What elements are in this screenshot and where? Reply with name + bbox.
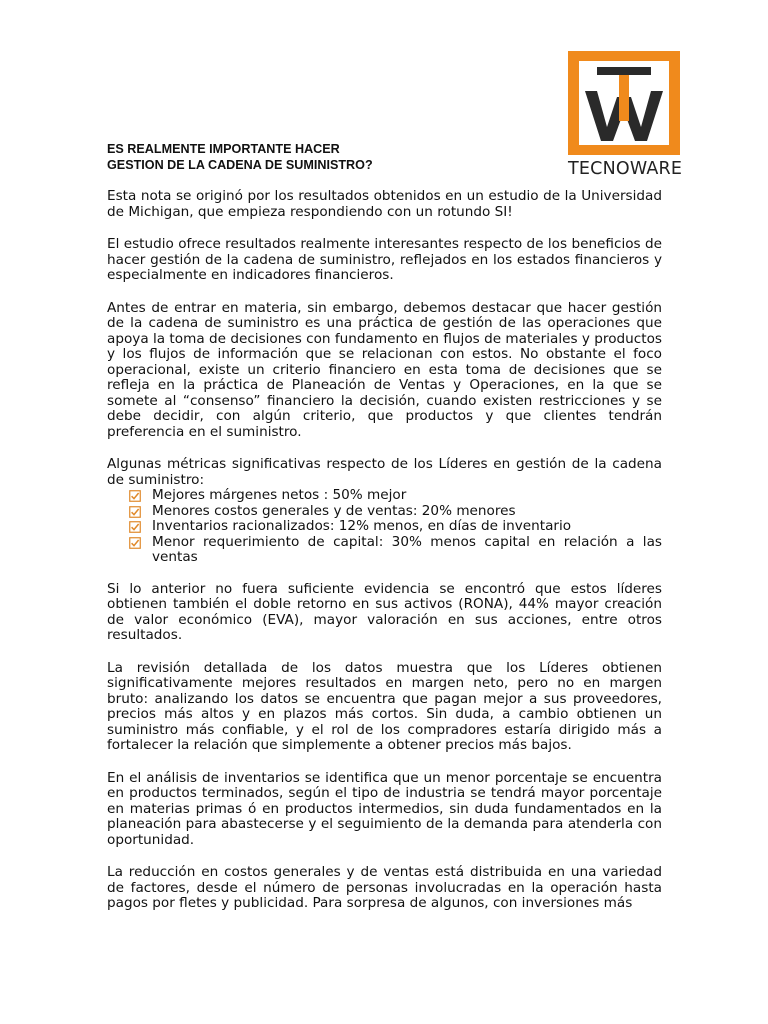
paragraph-context: Antes de entrar en materia, sin embargo, debemos destacar que hacer gestión de la cadena de suministro es una práctica de gestión de las operaciones que apoya la toma de decisiones con fundamento en flujos de materiales y productos y los flujos de información que se relacionan con estos. No obstante el foco operacional, existe un criterio financiero en esta toma de decisiones que se refleja en la práctica de Planeación de Ventas y Operaciones, en la que se somete al “consenso” financiero la decisión, cuando existen restricciones y se debe decidir, con algún criterio, que productos y que clientes tendrán preferencia en el suministro. xyxy=(107,299,662,440)
paragraph-evidence: Si lo anterior no fuera suficiente evidencia se encontró que estos líderes obtienen también el doble retorno en sus activos (RONA), 44% mayor creación de valor económico (EVA), mayor valoración en sus acciones, entre otros resultados. xyxy=(107,580,662,643)
paragraph-costs: La reducción en costos generales y de ventas está distribuida en una variedad de factores, desde el número de personas involucradas en la operación hasta pagos por fletes y publicidad. Para sorpresa de algunos, con inversiones más xyxy=(107,864,662,911)
list-item xyxy=(129,488,662,504)
checkbox-checked-icon xyxy=(129,537,141,549)
list-item xyxy=(129,504,662,520)
checkbox-checked-icon xyxy=(129,506,141,518)
paragraph-review: La revisión detallada de los datos muestra que los Líderes obtienen significativamente mejores resultados en margen neto, pero no en margen bruto: analizando los datos se encuentra que pagan mejor a sus proveedores, precios más altos y en plazos más cortos. Sin duda, a cambio obtienen un suministro más confiable, y el rol de los compradores estaría dirigido más a fortalecer la relación que simplemente a obtener precios más bajos. xyxy=(107,659,662,753)
logo-frame xyxy=(568,51,680,155)
metric-text: Inventarios racionalizados: 12% menos, en días de inventario xyxy=(152,518,572,534)
logo-wordmark: TECNOWARE xyxy=(568,159,683,179)
metric-text: Menores costos generales y de ventas: 20% menores xyxy=(152,502,516,519)
metric-text: Menor requerimiento de capital: 30% menos capital en relación a las ventas xyxy=(152,533,662,565)
list-item xyxy=(129,519,662,535)
logo-mark xyxy=(579,61,669,145)
tecnoware-logo xyxy=(568,51,683,183)
list-item xyxy=(129,535,662,566)
paragraph-intro: Esta nota se originó por los resultados obtenidos en un estudio de la Universidad de Michigan, que empieza respondiendo con un rotundo SI! xyxy=(107,188,662,220)
paragraph-study: El estudio ofrece resultados realmente interesantes respecto de los beneficios de hacer gestión de la cadena de suministro, reflejados en los estados financieros y especialmente en indicadores financieros. xyxy=(107,236,662,283)
metric-text: Mejores márgenes netos : 50% mejor xyxy=(152,487,407,503)
paragraph-metrics-lead: Algunas métricas significativas respecto de los Líderes en gestión de la cadena de suministro: xyxy=(107,456,662,488)
document-title xyxy=(107,141,547,173)
paragraph-inventory: En el análisis de inventarios se identifica que un menor porcentaje se encuentra en productos terminados, según el tipo de industria se tendrá mayor porcentaje en materias primas ó en productos intermedios, sin duda fundamentados en la planeación para abastecerse y el seguimiento de la demanda para atenderla con oportunidad. xyxy=(107,769,662,848)
document-body xyxy=(107,189,662,929)
metrics-list xyxy=(107,488,662,566)
tw-monogram-icon xyxy=(579,61,669,145)
checkbox-checked-icon xyxy=(129,521,141,533)
checkbox-checked-icon xyxy=(129,490,141,502)
title-line-1: ES REALMENTE IMPORTANTE HACER xyxy=(107,142,340,156)
title-line-2: GESTION DE LA CADENA DE SUMINISTRO? xyxy=(107,158,373,172)
